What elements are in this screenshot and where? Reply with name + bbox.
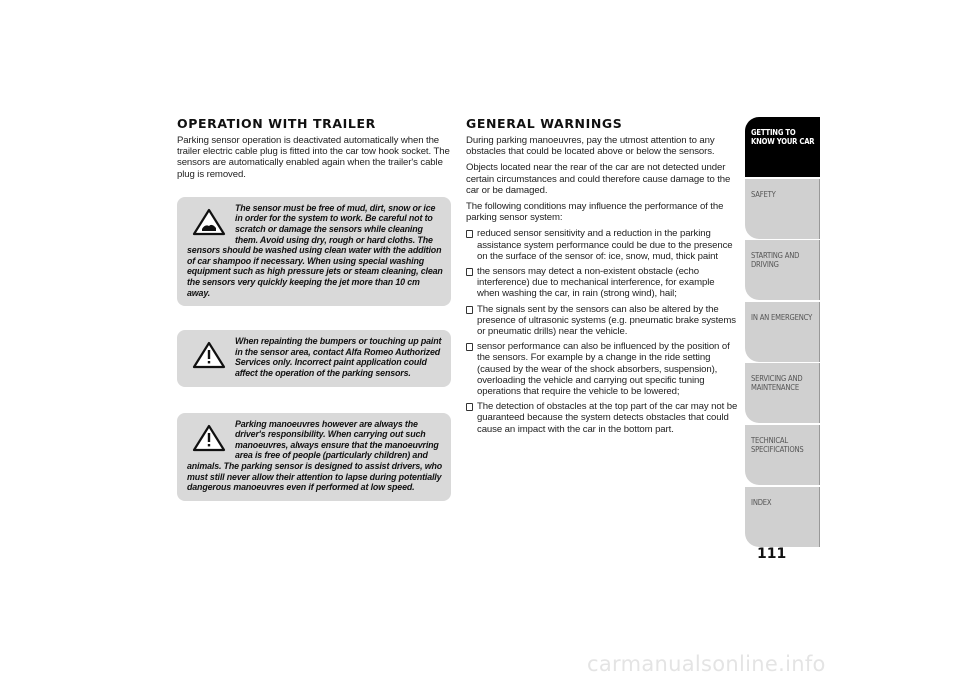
warning-box-responsibility <box>177 413 451 501</box>
middle-column <box>466 116 738 439</box>
watermark: carmanualsonline.info <box>587 652 826 676</box>
conditions-list <box>466 228 738 434</box>
warning-box-repainting <box>177 330 451 386</box>
warning-triangle-icon <box>187 423 231 453</box>
checkbox-bullet-icon <box>466 268 473 276</box>
hand-warning-icon <box>187 207 231 237</box>
list-item: reduced sensor sensitivity and a reduction in the parking assistance system performance could be due to the presence on the surface of the sensor of: ice, snow, mud, thick paint <box>466 228 738 262</box>
checkbox-bullet-icon <box>466 306 473 314</box>
list-item: The signals sent by the sensors can also be altered by the presence of ultrasonic systems (e.g. pneumatic brake systems or pneumatic drills) near the vehicle. <box>466 304 738 338</box>
general-paragraph: During parking manoeuvres, pay the utmost attention to any obstacles that could be located above or below the sensors. <box>466 135 715 158</box>
trailer-intro-text: Parking sensor operation is deactivated automatically when the trailer electric cable plug is fitted into the car tow hook socket. The sensors are automatically enabled again when the trailer's cable plug is removed. <box>177 135 450 180</box>
list-item: The detection of obstacles at the top part of the car may not be guaranteed because the system detects obstacles that could cause an impact with the car in the bottom part. <box>466 401 738 435</box>
section-heading-general-warnings: GENERAL WARNINGS <box>466 116 623 131</box>
warning-text-responsibility: Parking manoeuvres however are always the driver's responsibility. When carrying out such manoeuvres, always ensure that the manoeuvring area is free of people (particularly children) and animals. The parking sensor is designed to assist drivers, who must still never allow their attention to lapse during potentially dangerous manoeuvres even if performed at low speed. <box>187 418 443 493</box>
warning-box-cleaning <box>177 197 451 306</box>
warning-text-repainting: When repainting the bumpers or touching up paint in the sensor area, contact Alfa Romeo Authorized Services only. Incorrect paint application could affect the operation of the parking sensors. <box>235 336 442 378</box>
tab-servicing-and-maintenance[interactable]: SERVICING AND MAINTENANCE <box>745 363 820 423</box>
warning-text-cleaning: The sensor must be free of mud, dirt, snow or ice in order for the system to work. Be careful not to scratch or damage the sensors while cleaning them. Avoid using dry, rough or hard cloths. The sensors should be washed using clean water with the addition of car shampoo if necessary. When using special washing equipment such as high pressure jets or steam cleaning, clean the sensors very quickly keeping the jet more than 10 cm away. <box>187 202 443 298</box>
chapter-tabs <box>745 117 820 548</box>
checkbox-bullet-icon <box>466 343 473 351</box>
general-paragraph: Objects located near the rear of the car are not detected under certain circumstances and could therefore cause damage to the car or be damaged. <box>466 162 731 196</box>
left-column <box>177 116 451 501</box>
tab-technical-specifications[interactable]: TECHNICAL SPECIFICATIONS <box>745 425 820 485</box>
list-item: sensor performance can also be influenced by the position of the sensors. For example by a change in the ride setting (caused by the wear of the shock absorbers, suspension), overloading the vehicle and carrying out specific tuning operations that require the vehicle to be lowered; <box>466 341 738 397</box>
tab-starting-and-driving[interactable]: STARTING AND DRIVING <box>745 240 820 300</box>
list-item: the sensors may detect a non-existent obstacle (echo interference) due to mechanical interference, for example when washing the car, in rain (strong wind), hail; <box>466 266 738 300</box>
warning-triangle-icon <box>187 340 231 370</box>
tab-in-an-emergency[interactable]: IN AN EMERGENCY <box>745 302 820 362</box>
tab-safety[interactable]: SAFETY <box>745 179 820 239</box>
tab-getting-to-know-your-car[interactable]: GETTING TO KNOW YOUR CAR <box>745 117 820 177</box>
checkbox-bullet-icon <box>466 403 473 411</box>
general-paragraph: The following conditions may influence the performance of the parking sensor system: <box>466 201 724 224</box>
section-heading-trailer: OPERATION WITH TRAILER <box>177 116 376 131</box>
tab-index[interactable]: INDEX <box>745 487 820 547</box>
checkbox-bullet-icon <box>466 230 473 238</box>
page-number: 111 <box>757 546 787 562</box>
